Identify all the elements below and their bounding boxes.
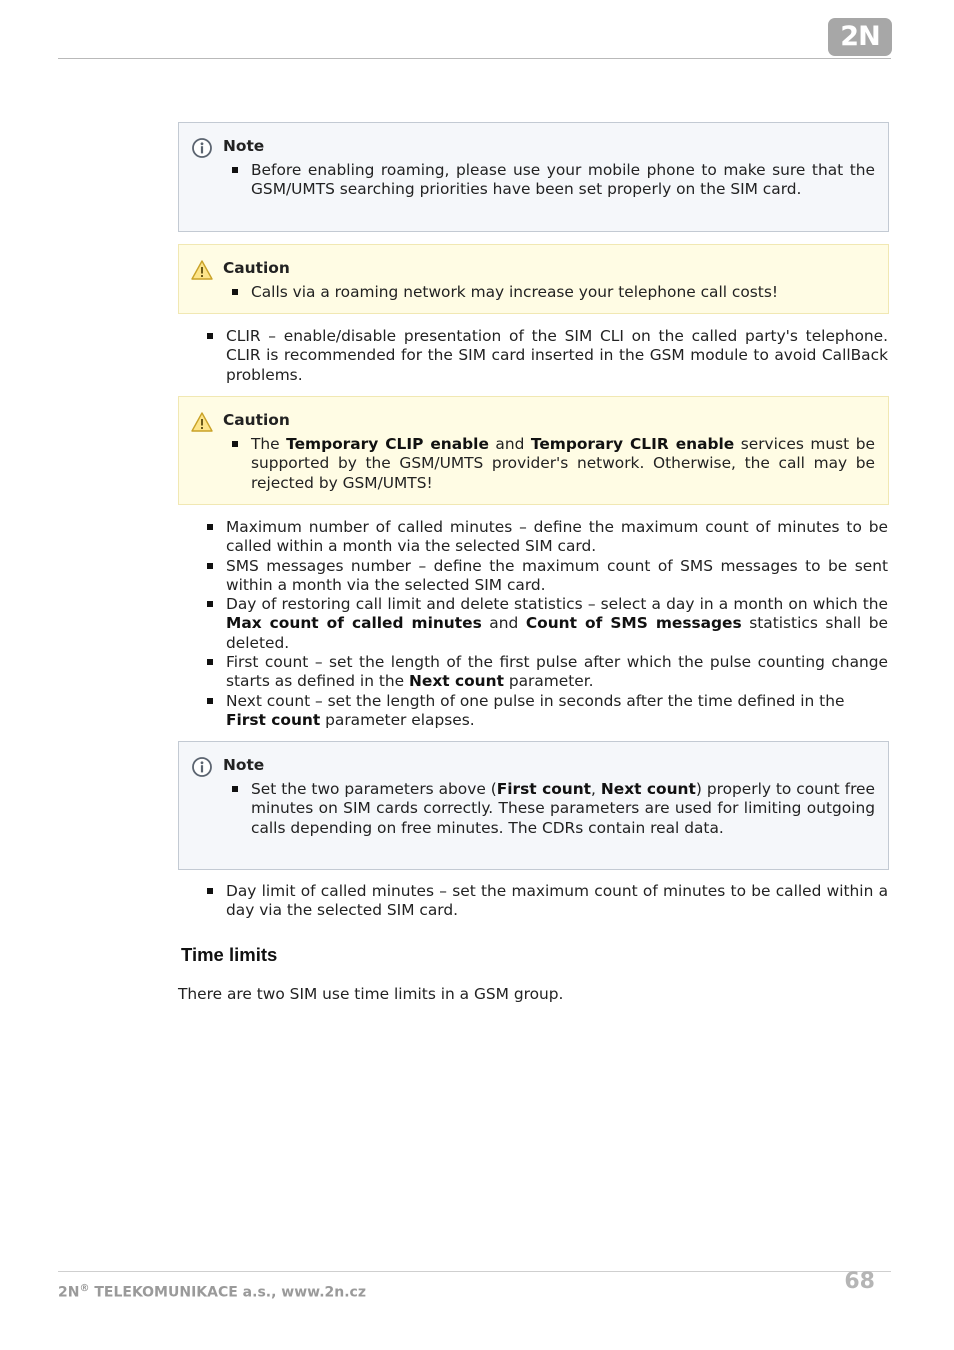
- parameter-list: [226, 882, 888, 921]
- caution-box: [178, 396, 889, 505]
- parameter-list: [226, 518, 888, 730]
- list-item-next-count: Next count – set the length of one pulse in seconds after the time defined in the First count parameter elapses.: [226, 692, 888, 731]
- note-list: [251, 780, 875, 838]
- page-number: 68: [844, 1269, 875, 1294]
- caution-box: [178, 244, 889, 314]
- list-item-day-restore: Day of restoring call limit and delete statistics – select a day in a month on which the Max count of called minutes and Count of SMS messages statistics shall be deleted.: [226, 595, 888, 652]
- caution-list: [251, 283, 875, 302]
- note-title: Note: [223, 137, 265, 155]
- list-item-sms-number: SMS messages number – define the maximum count of SMS messages to be sent within a month via the selected SIM card.: [226, 556, 888, 594]
- caution-item: The Temporary CLIP enable and Temporary CLIR enable services must be supported by the GSM/UMTS provider's network. Otherwise, the call may be rejected by GSM/UMTS!: [251, 435, 875, 492]
- company-logo: 2N: [828, 18, 892, 56]
- note-item: Before enabling roaming, please use your mobile phone to make sure that the GSM/UMTS searching priorities have been set properly on the SIM card.: [251, 161, 875, 199]
- footer-text: 2N® TELEKOMUNIKACE a.s., www.2n.cz: [58, 1283, 366, 1301]
- warning-icon: [191, 411, 213, 433]
- warning-icon: [191, 259, 213, 281]
- note-box: [178, 741, 889, 870]
- note-item: Set the two parameters above (First count, Next count) properly to count free minutes on SIM cards correctly. These parameters are used for limiting outgoing calls depending on free minutes. The CDRs contain real data.: [251, 780, 875, 837]
- list-item-max-minutes: Maximum number of called minutes – define the maximum count of minutes to be called within a month via the selected SIM card.: [226, 518, 888, 556]
- list-item-day-limit: Day limit of called minutes – set the maximum count of minutes to be called within a day via the selected SIM card.: [226, 882, 888, 920]
- note-title: Note: [223, 756, 265, 774]
- header-divider: [58, 58, 891, 59]
- section-paragraph: There are two SIM use time limits in a GSM group.: [178, 985, 564, 1003]
- info-icon: [191, 137, 213, 159]
- caution-list: [251, 435, 875, 493]
- parameter-list: [226, 327, 888, 385]
- list-item-clir: CLIR – enable/disable presentation of the SIM CLI on the called party's telephone. CLIR is recommended for the SIM card inserted in the GSM module to avoid CallBack problems.: [226, 327, 888, 384]
- footer-divider: [58, 1271, 891, 1272]
- caution-title: Caution: [223, 259, 290, 277]
- caution-item: Calls via a roaming network may increase your telephone call costs!: [251, 283, 875, 302]
- list-item-first-count: First count – set the length of the first pulse after which the pulse counting change starts as defined in the Next count parameter.: [226, 653, 888, 691]
- note-list: [251, 161, 875, 200]
- note-box: [178, 122, 889, 232]
- section-heading: Time limits: [181, 944, 278, 965]
- caution-title: Caution: [223, 411, 290, 429]
- info-icon: [191, 756, 213, 778]
